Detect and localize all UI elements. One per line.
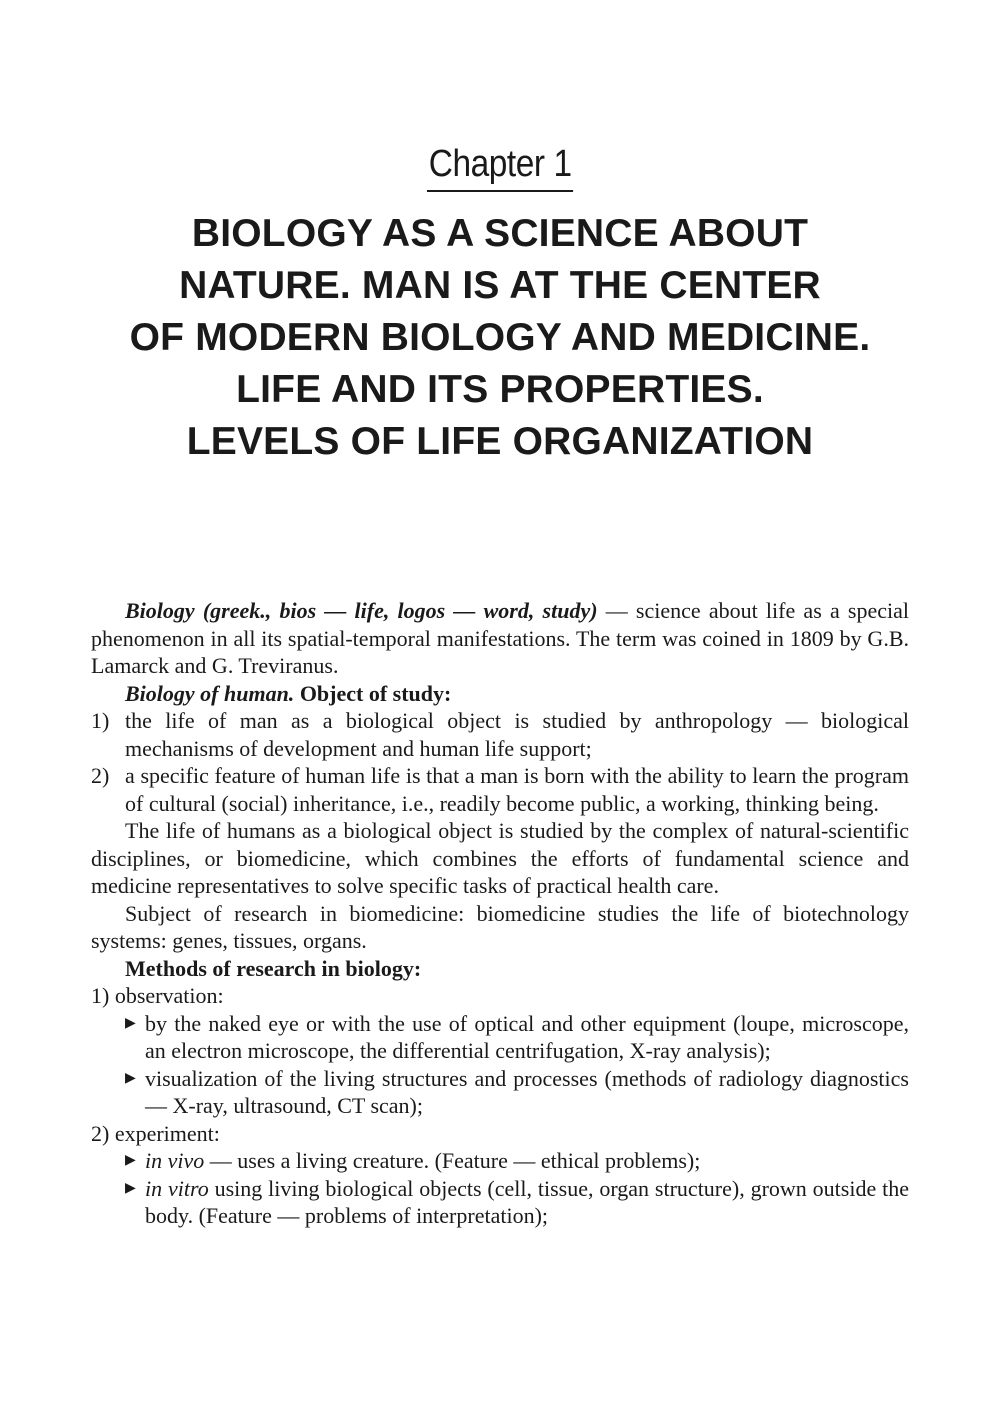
chapter-title-line: BIOLOGY AS A SCIENCE ABOUT [191, 212, 809, 255]
in-vitro-term: in vitro [145, 1175, 209, 1201]
human-biology-heading [91, 680, 909, 708]
triangle-bullet-icon: ▶ [125, 1070, 136, 1086]
list-item [91, 762, 909, 817]
methods-heading: Methods of research in biology: [125, 955, 422, 981]
chapter-title-line: OF MODERN BIOLOGY AND MEDICINE. [129, 316, 871, 359]
chapter-title-line: LIFE AND ITS PROPERTIES. [236, 368, 764, 411]
in-vivo-term: in vivo [145, 1148, 205, 1173]
triangle-bullet-icon: ▶ [125, 1015, 136, 1031]
bullet-item [91, 1175, 909, 1230]
list-item-text: a specific feature of human life is that a man is born with the ability to learn the program of cultural (social) inheritance, i.e., readily become public, a working, thinking being. [125, 763, 909, 816]
object-of-study-label: Object of study: [294, 680, 452, 706]
chapter-title [0, 208, 1000, 468]
definition-term: Biology (greek., bios — life, logos — word, study) [125, 598, 598, 623]
bullet-text: by the naked eye or with the use of optical and other equipment (loupe, microscope, an electron microscope, the differential centrifugation, X-ray analysis); [145, 1010, 909, 1063]
bullet-text [145, 1147, 909, 1175]
in-vitro-text: using living biological objects (cell, tissue, organ structure), grown outside the body. (Feature — problems of interpretation); [145, 1175, 909, 1228]
bullet-text: visualization of the living structures and processes (methods of radiology diagnostics — X-ray, ultrasound, CT scan); [145, 1065, 909, 1118]
list-item [91, 707, 909, 762]
in-vivo-text: — uses a living creature. (Feature — ethical problems); [204, 1148, 701, 1173]
chapter-title-line: NATURE. MAN IS AT THE CENTER [179, 264, 821, 307]
chapter-label: Chapter 1 [427, 140, 573, 192]
bullet-item [91, 1147, 909, 1175]
experiment-label: 2) experiment: [91, 1120, 220, 1146]
bullet-item [91, 1065, 909, 1120]
list-marker: 2) [91, 763, 110, 788]
bullet-text [145, 1175, 909, 1230]
definition-text: — science about life as a special phenomenon in all its spatial-temporal manifestations. The term was coined in 1809 by G.B. Lamarck and G. Treviranus. [91, 598, 909, 678]
triangle-bullet-icon: ▶ [125, 1180, 136, 1196]
chapter-header [0, 140, 1000, 468]
body-text [91, 597, 909, 1230]
subject-paragraph: Subject of research in biomedicine: biomedicine studies the life of biotechnology systems: genes, tissues, organs. [91, 900, 909, 953]
human-biology-label: Biology of human. [125, 680, 295, 706]
observation-label: 1) observation: [91, 983, 224, 1008]
list-item-text: the life of man as a biological object is studied by anthropology — biological mechanisms of development and human life support; [125, 708, 909, 761]
chapter-title-line: LEVELS OF LIFE ORGANIZATION [186, 420, 814, 463]
definition-paragraph [91, 597, 909, 680]
biomedicine-paragraph: The life of humans as a biological object is studied by the complex of natural-scientific disciplines, or biomedicine, which combines the efforts of fundamental science and medicine representatives to solve specific tasks of practical health care. [91, 818, 909, 898]
list-marker: 1) [91, 708, 110, 733]
triangle-bullet-icon: ▶ [125, 1153, 136, 1168]
bullet-item [91, 1010, 909, 1065]
